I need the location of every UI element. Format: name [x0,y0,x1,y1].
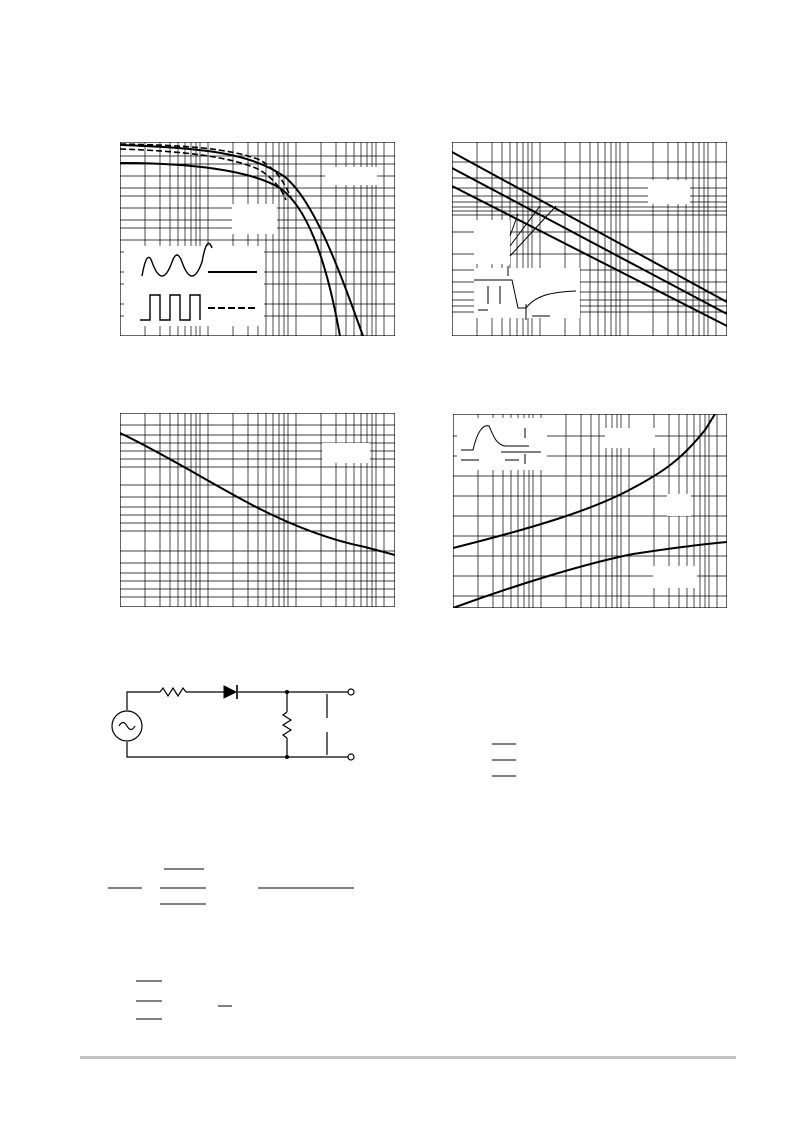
label-box [232,204,277,234]
grid-lines [120,413,395,607]
equation-rules-right [490,740,520,780]
label-box [605,428,655,448]
graph-top-left [120,142,395,336]
inset-box [457,418,547,470]
inset-box [474,268,580,318]
junction-dot [285,690,289,694]
graph-top-right [452,142,727,336]
equation-rules-bottom [130,976,240,1024]
output-terminal [348,754,354,760]
test-circuit-schematic [108,680,364,768]
label-box [648,180,690,204]
graph-middle-left [120,413,395,607]
equation-rules-center [100,862,360,912]
footer-rule [80,1056,736,1059]
resistor-icon [283,712,291,738]
label-box [322,443,370,463]
label-box [474,220,510,264]
output-terminal [348,689,354,695]
wire-top-left [127,692,160,710]
graph-top-right-plot [452,142,727,336]
label-box [653,566,697,588]
label-box [667,494,691,516]
junction-dot [285,755,289,759]
diode-icon [224,686,236,698]
graph-middle-right-plot [453,414,727,608]
legend-box [124,246,264,326]
graph-top-left-plot [120,142,395,336]
graph-middle-left-plot [120,413,395,607]
graph-middle-right [453,414,727,608]
wire-bottom [127,742,349,757]
circuit-diagram [108,680,364,768]
label-box [325,167,377,185]
resistor-icon [160,688,186,696]
